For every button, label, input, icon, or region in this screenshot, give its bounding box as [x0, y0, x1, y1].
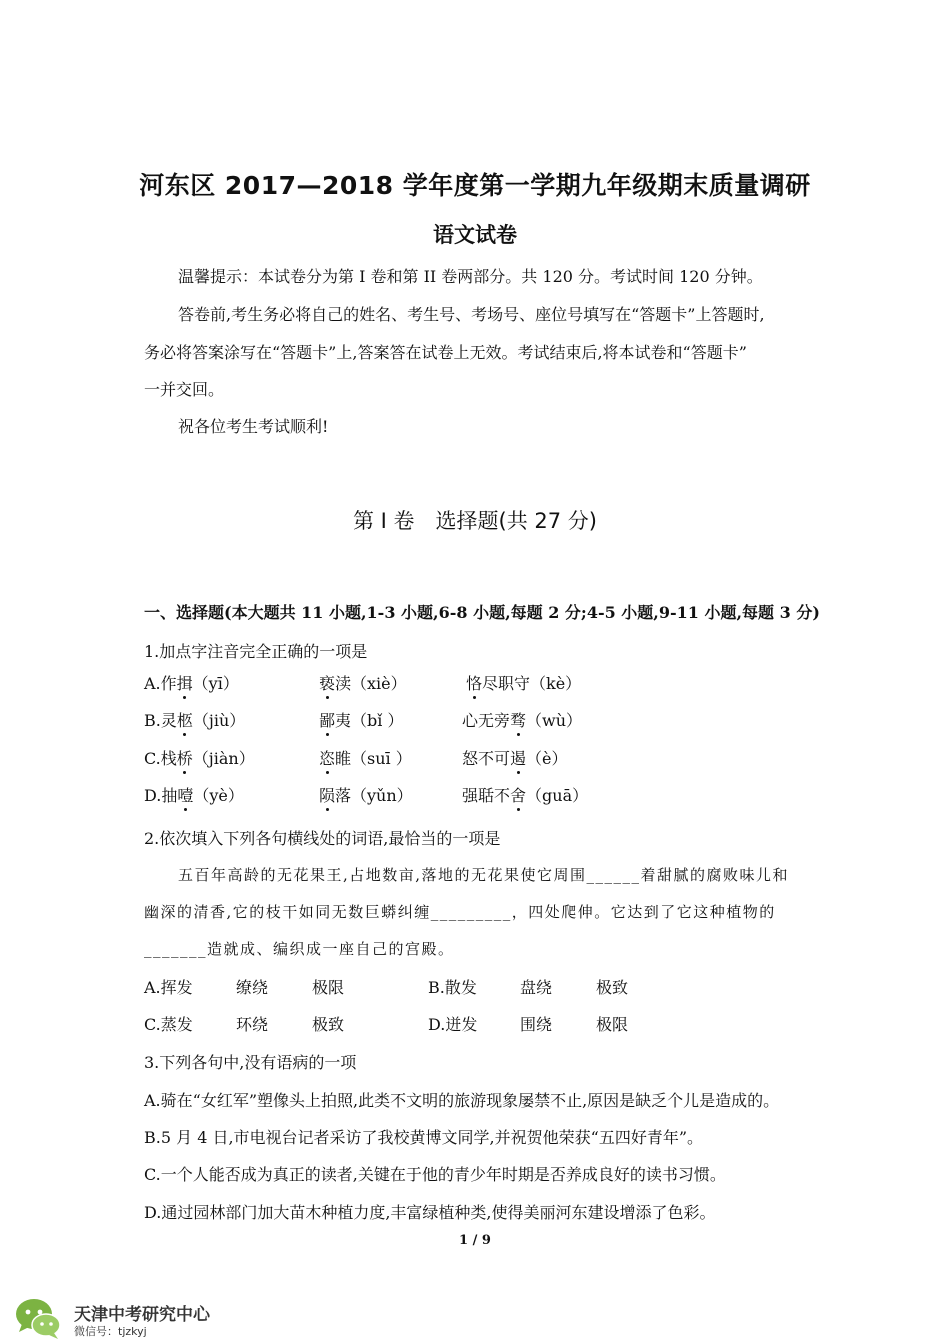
section-title: 第 I 卷 选择题(共 27 分) [352, 509, 597, 533]
page-title: 河东区 2017—2018 学年度第一学期九年级期末质量调研 [139, 171, 811, 200]
q3-option-d: D.通过园林部门加大苗木种植力度,丰富绿植种类,使得美丽河东建设增添了色彩。 [144, 1203, 716, 1222]
dotted-char: 遏 [510, 749, 527, 768]
wechat-logo-icon [14, 1296, 62, 1340]
dotted-char: 恣 [319, 749, 336, 768]
dotted-char: 陨 [319, 786, 336, 805]
section-heading: 一、选择题(本大题共 11 小题,1-3 小题,6-8 小题,每题 2 分;4-5 小题,9-11 小题,每题 3 分) [144, 603, 820, 622]
q2-option-b-word2: 盘绕 [520, 978, 553, 997]
notice-line: 祝各位考生考试顺利! [178, 417, 329, 436]
dotted-char: 亵 [319, 674, 336, 693]
q3-option-c: C.一个人能否成为真正的读者,关键在于他的青少年时期是否养成良好的读书习惯。 [144, 1165, 726, 1184]
notice-line: 答卷前,考生务必将自己的姓名、考生号、考场号、座位号填写在“答题卡”上答题时, [178, 305, 765, 324]
page-number: 1 / 9 [459, 1233, 491, 1248]
passage-line: 五百年高龄的无花果王,占地数亩,落地的无花果使它周围______着甜腻的腐败味儿和 [178, 866, 790, 884]
q3-option-b: B.5 月 4 日,市电视台记者采访了我校黄博文同学,并祝贺他荣获“五四好青年”。 [144, 1128, 703, 1147]
passage-line: _______造就成、编织成一座自己的宫殿。 [144, 940, 455, 958]
passage-line: 幽深的清香,它的枝干如同无数巨蟒纠缠_________，四处爬伸。它达到了它这种植物的 [144, 903, 776, 921]
question-stem: 3.下列各句中,没有语病的一项 [144, 1053, 357, 1072]
q1-option-c: C.栈桥（jiàn） [144, 749, 255, 768]
dotted-char: 揖 [176, 674, 193, 693]
q2-option-c-word2: 环绕 [236, 1015, 269, 1034]
q2-option-d-word2: 围绕 [520, 1015, 553, 1034]
q1-option-b: B.灵柩（jiù） [144, 711, 246, 730]
notice-line: 温馨提示：本试卷分为第 I 卷和第 II 卷两部分。共 120 分。考试时间 120 分钟。 [178, 267, 763, 286]
q1-option-a: A.作揖（yī） [144, 674, 239, 693]
q3-option-a: A.骑在“女红军”塑像头上拍照,此类不文明的旅游现象屡禁不止,原因是缺乏个儿是造成的。 [144, 1091, 780, 1110]
q1-option-c-word2: 恣睢（suī ） [319, 749, 412, 768]
q1-option-d-word2: 陨落（yǔn） [319, 786, 413, 805]
dotted-char: 骛 [510, 711, 527, 730]
q2-option-c-word3: 极致 [312, 1015, 345, 1034]
q1-option-a-word3: 恪尽职守（kè） [466, 674, 582, 693]
dotted-char: 柩 [176, 711, 193, 730]
q1-option-d: D.抽噎（yè） [144, 786, 244, 805]
q1-option-b-word2: 鄙夷（bǐ ） [319, 711, 404, 730]
wechat-id: 微信号：tjzkyj [74, 1325, 147, 1338]
q1-option-a-word2: 亵渎（xiè） [319, 674, 407, 693]
question-stem: 2.依次填入下列各句横线处的词语,最恰当的一项是 [144, 829, 501, 848]
q2-option-a: A.挥发 [144, 978, 193, 997]
dotted-char: 舍 [510, 786, 527, 805]
q1-option-b-word3: 心无旁骛（wù） [462, 711, 583, 730]
dotted-char: 桥 [176, 749, 193, 768]
q1-option-d-word3: 强聒不舍（guā） [462, 786, 589, 805]
q2-option-d-word3: 极限 [596, 1015, 629, 1034]
dotted-char: 鄙 [319, 711, 336, 730]
q2-option-a-word3: 极限 [312, 978, 345, 997]
question-stem: 1.加点字注音完全正确的一项是 [144, 642, 368, 661]
dotted-char: 恪 [466, 674, 483, 693]
page-subtitle: 语文试卷 [433, 223, 517, 247]
q2-option-b-word3: 极致 [596, 978, 629, 997]
brand-name: 天津中考研究中心 [74, 1305, 210, 1325]
q2-option-c: C.蒸发 [144, 1015, 193, 1034]
q1-option-c-word3: 怒不可遏（è） [462, 749, 568, 768]
q2-option-a-word2: 缭绕 [236, 978, 269, 997]
notice-line: 一并交回。 [144, 380, 225, 399]
q2-option-b: B.散发 [428, 978, 477, 997]
q2-option-d: D.迸发 [428, 1015, 478, 1034]
dotted-char: 噎 [177, 786, 194, 805]
notice-line: 务必将答案涂写在“答题卡”上,答案答在试卷上无效。考试结束后,将本试卷和“答题卡” [144, 343, 747, 362]
